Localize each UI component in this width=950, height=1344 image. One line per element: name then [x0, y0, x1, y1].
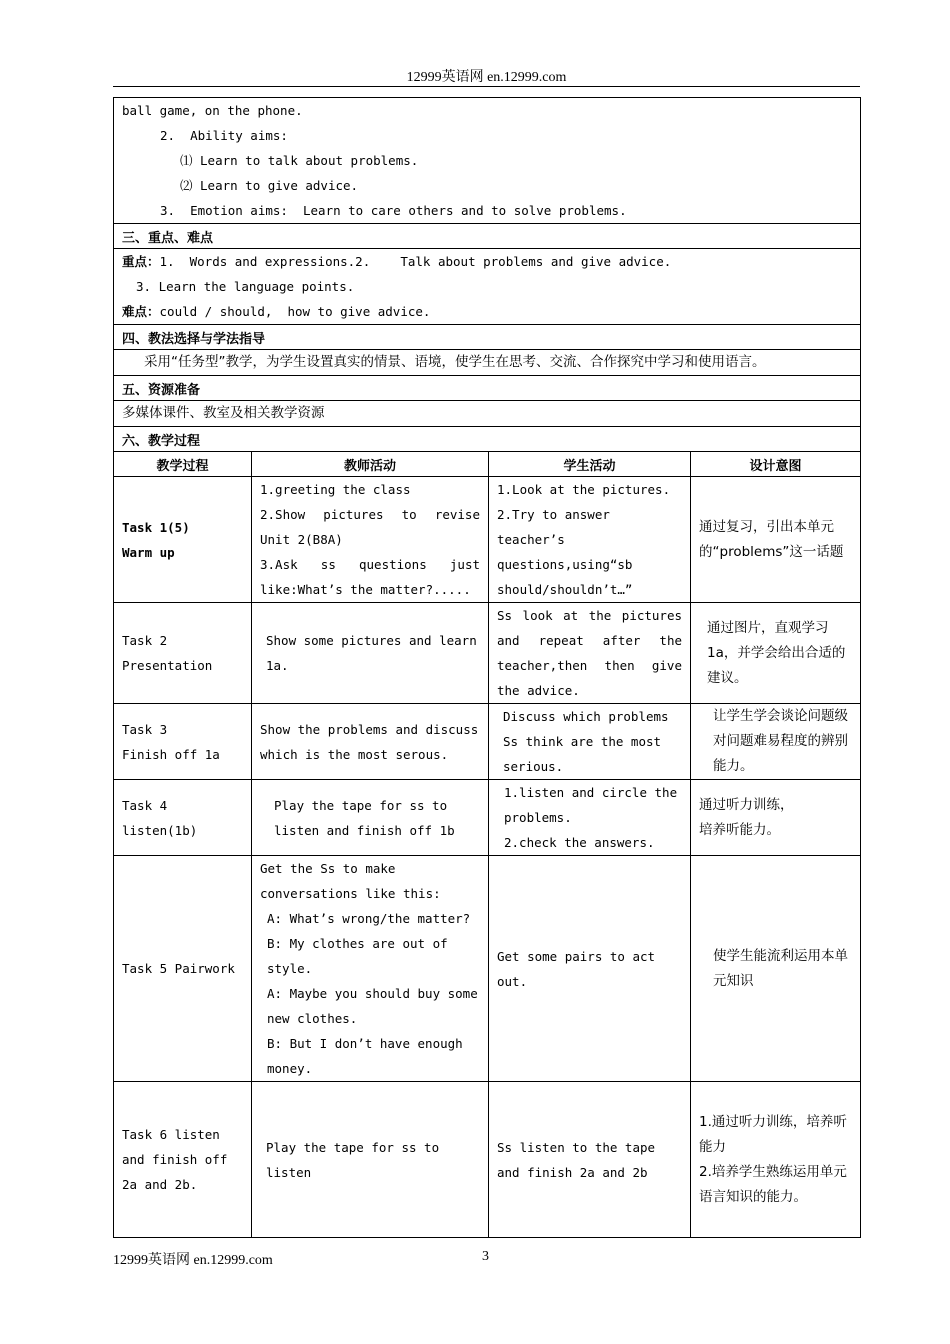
col-header-teacher: 教师活动 [252, 452, 489, 477]
task-name: Task 2 [122, 633, 168, 648]
process-header-row [114, 452, 861, 477]
aims-line: 2. Ability aims: [160, 128, 288, 143]
task-name: Task 6 listen and finish off 2a and 2b. [114, 1082, 252, 1238]
aims-line: 3. Emotion aims: Learn to care others and to solve problems. [160, 203, 627, 218]
teacher-activity: Play the tape for ss to listen and finish off 1b [252, 780, 489, 856]
task-row [114, 603, 861, 704]
difficulty-text: could / should, how to give advice. [159, 304, 431, 319]
task-row [114, 1082, 861, 1238]
task-name: Task 3 [122, 721, 168, 737]
task-subtitle: Warm up [122, 544, 175, 560]
design-intent: 使学生能流利运用本单元知识 [691, 856, 861, 1082]
section-heading-3: 三、重点、难点 [114, 224, 861, 249]
student-activity: Get some pairs to act out. [489, 856, 691, 1082]
student-activity: 2.check the answers. [504, 835, 655, 850]
key-text: 1. Words and expressions.2. Talk about problems and give advice. [159, 254, 672, 269]
student-activity: 1.listen and circle the problems. [504, 785, 685, 825]
aims-row [114, 98, 861, 224]
aims-line: ⑴ Learn to talk about problems. [180, 153, 419, 168]
task-name: Task 4 [122, 797, 168, 813]
page-header: 12999英语网 en.12999.com [406, 70, 567, 85]
student-activity: 1.Look at the pictures. [497, 482, 671, 497]
design-intent: 2.培养学生熟练运用单元语言知识的能力。 [699, 1163, 847, 1205]
teacher-activity: B: But I don’t have enough money. [267, 1036, 471, 1076]
task-name: Task 5 Pairwork [114, 856, 252, 1082]
key-points-row [114, 249, 861, 325]
col-header-process: 教学过程 [114, 452, 252, 477]
method-row [114, 350, 861, 376]
design-intent: 让学生学会谈论问题级对问题难易程度的辨别能力。 [691, 704, 861, 780]
design-intent: 通过复习，引出本单元的“problems”这一话题 [691, 477, 861, 603]
teacher-activity: 2.Show pictures to revise Unit 2(B8A) [260, 507, 488, 547]
teacher-activity: A: What’s wrong/the matter? [267, 911, 471, 926]
method-text: 采用“任务型”教学，为学生设置真实的情景、语境，使学生在思考、交流、合作探究中学习和使用语言。 [114, 350, 861, 376]
lesson-plan-table [113, 97, 861, 1238]
footer-site: 12999英语网 en.12999.com [113, 1253, 273, 1268]
teacher-activity: 1.greeting the class [260, 482, 411, 497]
section-heading-5: 五、资源准备 [114, 376, 861, 401]
teacher-activity: Show the problems and discuss which is the most serous. [252, 704, 489, 780]
design-intent: 培养听能力。 [699, 821, 780, 838]
header-rule [113, 86, 860, 87]
design-intent: 通过听力训练， [699, 796, 794, 813]
difficulty-label: 难点： [122, 304, 160, 319]
task-name: Task 1(5) [122, 519, 190, 535]
section-heading-6: 六、教学过程 [114, 427, 861, 452]
col-header-student: 学生活动 [489, 452, 691, 477]
task-row [114, 477, 861, 603]
task-row [114, 856, 861, 1082]
teacher-activity: Get the Ss to make conversations like this: [260, 861, 441, 901]
teacher-activity: Play the tape for ss to listen [252, 1082, 489, 1238]
task-subtitle: Finish off 1a [122, 746, 220, 762]
teacher-activity: B: My clothes are out of style. [267, 936, 456, 976]
student-activity: Discuss which problems Ss think are the most serious. [489, 704, 691, 780]
aims-line: ⑵ Learn to give advice. [180, 178, 359, 193]
design-intent: 通过图片，直观学习1a，并学会给出合适的建议。 [691, 603, 861, 704]
aims-line: ball game, on the phone. [122, 103, 303, 118]
design-intent: 1.通过听力训练，培养听能力 [699, 1113, 847, 1155]
task-row [114, 704, 861, 780]
task-row [114, 780, 861, 856]
key-text-2: 3. Learn the language points. [136, 279, 355, 294]
student-activity: 2.Try to answer teacher’s questions,using“sb should/shouldn’t…” [497, 507, 640, 597]
teacher-activity: A: Maybe you should buy some new clothes. [267, 986, 486, 1026]
task-subtitle: Presentation [122, 658, 213, 673]
teacher-activity: 3.Ask ss questions just like:What’s the matter?..... [260, 557, 488, 597]
resources-text: 多媒体课件、教室及相关教学资源 [114, 401, 861, 427]
section-heading-4: 四、教法选择与学法指导 [114, 325, 861, 350]
col-header-intent: 设计意图 [691, 452, 861, 477]
student-activity: Ss listen to the tape and finish 2a and 2b [489, 1082, 691, 1238]
key-label: 重点： [122, 254, 160, 269]
teacher-activity: Show some pictures and learn 1a. [252, 603, 489, 704]
task-subtitle: listen(1b) [122, 822, 198, 838]
student-activity: Ss look at the pictures and repeat after the teacher,then then give the advice. [489, 603, 691, 704]
resources-row [114, 401, 861, 427]
page-number: 3 [482, 1249, 489, 1264]
